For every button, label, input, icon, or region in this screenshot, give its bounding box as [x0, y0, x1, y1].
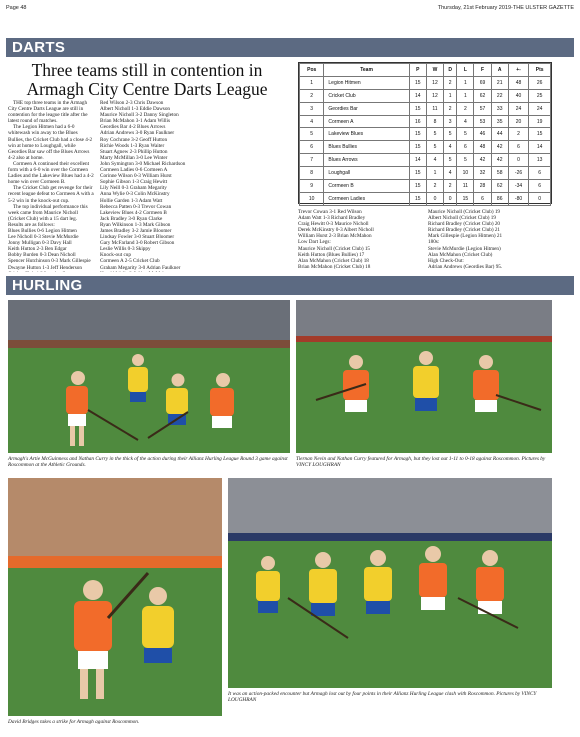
table-cell: 15 [529, 128, 551, 141]
table-cell: 3 [300, 102, 324, 115]
page-masthead [6, 3, 574, 13]
table-cell: 8 [426, 115, 443, 128]
table-cell: 21 [491, 76, 508, 89]
table-team-cell: Legion Hitmen [324, 76, 409, 89]
article-line: Cormeen A continued their excellent form with a 6-0 win over the Cormeen Ladies and the Lakeview Blues had a 4-2 home win over Cormeen B. [8, 160, 94, 186]
article-line: Rebecca Patten 0-3 Trevor Cowan [100, 203, 172, 210]
table-cell: 12 [426, 89, 443, 102]
article-line: Marty McMillan 3-0 Lee Winter [100, 154, 168, 161]
table-row [300, 167, 551, 180]
table-cell: 1 [444, 89, 457, 102]
article-line: Graham Megarity 3-0 Adrian Faulkner [100, 264, 181, 271]
photo-hurling-action-1 [8, 300, 290, 453]
article-line: Bobby Burden 0-3 Dean Nicholl [8, 252, 76, 259]
table-cell: 69 [474, 76, 491, 89]
table-cell: 11 [426, 102, 443, 115]
article-line: The Legion Hitmen had a 6-0 whitewash win away to the Blues Bullies, the Cricket Club had a close 4-2 win at home to Loughgall, while Geordies Bar saw off the Blues Arrows 4-2 also at home. [8, 124, 93, 161]
table-header-row [300, 64, 551, 77]
table-cell: 48 [508, 76, 529, 89]
table-cell: 5 [426, 141, 443, 154]
darts-headline: Three teams still in contention in Armagh City Centre Darts League [26, 60, 268, 99]
table-cell: 5 [457, 128, 474, 141]
table-row [300, 76, 551, 89]
darts-section-label: DARTS [12, 39, 66, 56]
photo-hurling-action-2-image [296, 300, 552, 453]
table-cell: 13 [529, 154, 551, 167]
caption-photo-3: David Bridges takes a strike for Armagh against Roscommon. [8, 719, 140, 725]
table-team-cell: Blues Bullies [324, 141, 409, 154]
article-line: Derek McKinstry 0-3 Albert Nicholl [298, 227, 374, 234]
table-row [300, 154, 551, 167]
article-line: Richard Bradley (Cricket Club) 20 [428, 221, 501, 228]
table-cell: 2 [444, 180, 457, 193]
article-line: Low Dart Legs: [298, 239, 331, 246]
table-team-cell: Cormeen A [324, 115, 409, 128]
table-row [300, 141, 551, 154]
table-cell: 1 [457, 76, 474, 89]
article-line: Red Wilson 2-3 Chris Dawson [100, 100, 164, 106]
table-row [300, 89, 551, 102]
table-cell: 0 [508, 154, 529, 167]
table-header-cell: D [444, 64, 457, 77]
table-cell: 5 [444, 128, 457, 141]
table-cell: 10 [457, 167, 474, 180]
article-line: Jack Bradley 3-0 Ryan Clarke [100, 215, 163, 222]
table-cell: 12 [426, 76, 443, 89]
table-team-cell: Blues Arrows [324, 154, 409, 167]
table-cell: 2 [457, 102, 474, 115]
table-cell: 44 [491, 128, 508, 141]
table-cell: 14 [529, 141, 551, 154]
table-cell: 86 [491, 192, 508, 205]
table-cell: 2 [444, 76, 457, 89]
table-cell: 32 [474, 167, 491, 180]
darts-column-3 [298, 209, 418, 273]
article-line: Stuart Agnew 2-3 Phillip Hutton [100, 148, 168, 155]
table-team-cell: Geordies Bar [324, 102, 409, 115]
hurling-section-bar [6, 276, 574, 295]
article-line: Alan McMahon (Cricket Club) 18 [298, 257, 369, 264]
photo-hurling-strike-image [8, 478, 222, 716]
table-cell: 15 [409, 180, 426, 193]
article-line: Richie Woods 1-3 Ryan Waiter [100, 142, 165, 149]
table-cell: 15 [457, 192, 474, 205]
table-cell: 0 [529, 192, 551, 205]
article-line: Geordies Bar 4-2 Blues Arrows [100, 124, 166, 131]
table-cell: 1 [457, 89, 474, 102]
caption-photo-2: Tiernan Nevin and Nathan Curry featured for Armagh, but they lost out 1-11 to 0-18 against Roscommon. Pictures by VINCY LOUGHRAN [296, 456, 546, 469]
table-cell: 42 [474, 154, 491, 167]
table-team-cell: Cormeen B [324, 180, 409, 193]
table-cell: 6 [529, 180, 551, 193]
table-cell: 11 [457, 180, 474, 193]
article-line: Blues Bullies 0-6 Legion Hitmen [8, 227, 77, 234]
table-cell: 28 [474, 180, 491, 193]
table-cell: 62 [491, 180, 508, 193]
table-cell: 19 [529, 115, 551, 128]
league-table-grid [299, 63, 551, 206]
article-line: Alan McMahon (Cricket Club) [428, 251, 493, 258]
table-cell: 2 [426, 180, 443, 193]
table-cell: 33 [491, 102, 508, 115]
table-cell: 26 [529, 76, 551, 89]
table-row [300, 128, 551, 141]
darts-column-2 [100, 100, 194, 272]
photo-hurling-action-2 [296, 300, 552, 453]
photo-hurling-action-1-image [8, 300, 290, 453]
article-line: Jonny Mulligan 0-3 Davy Hall [8, 240, 72, 247]
table-team-cell: Lakeview Blues [324, 128, 409, 141]
table-cell: 2 [508, 128, 529, 141]
table-cell: 14 [409, 89, 426, 102]
article-line: Adam Watt 1-3 Richard Bradley [298, 215, 366, 222]
table-cell: 42 [491, 141, 508, 154]
article-line: Anna Wylie 0-3 Colin McKinstry [100, 191, 170, 198]
photo-hurling-strike [8, 478, 222, 716]
article-line: The Cricket Club get revenge for their recent league defeat to Cormeen A with a 5-2 win in the knock-out cup. [8, 185, 94, 204]
article-line: Sophie Gibson 1-3 Craig Hewitt [100, 179, 168, 186]
table-cell: 5 [444, 154, 457, 167]
table-cell: 9 [300, 180, 324, 193]
table-cell: 48 [474, 141, 491, 154]
article-line: Brian McMahon 3-1 Adam Willis [100, 118, 171, 125]
article-line: James Bradley 3-2 Jamie Bloomer [100, 227, 172, 234]
table-cell: 7 [300, 154, 324, 167]
table-cell: 4 [300, 115, 324, 128]
article-line [8, 271, 94, 272]
table-cell: -26 [508, 167, 529, 180]
issue-line: Thursday, 21st February 2019-THE ULSTER GAZETTE [437, 5, 574, 11]
table-header-cell: Pos [300, 64, 324, 77]
table-cell: 4 [444, 167, 457, 180]
table-cell: 24 [508, 102, 529, 115]
table-cell: 14 [409, 154, 426, 167]
article-line: Roy Cochrane 3-2 Geoff Hutton [100, 136, 168, 143]
table-cell: 62 [474, 89, 491, 102]
photo-hurling-encounter-image [228, 478, 552, 688]
table-team-cell: Cormeen Ladies [324, 192, 409, 205]
article-line: Craig Hewitt 0-3 Maurice Nicholl [298, 221, 369, 228]
table-cell: 6 [529, 167, 551, 180]
article-line: Albert Nicholl (Cricket Club) 19 [428, 215, 496, 222]
table-cell: 46 [474, 128, 491, 141]
table-cell: 10 [300, 192, 324, 205]
article-line: Knock-out cup [100, 252, 131, 259]
table-cell: 42 [491, 154, 508, 167]
table-cell: 58 [491, 167, 508, 180]
article-line: High Check-Out: [428, 257, 464, 264]
article-line: Results are as follows: [8, 221, 55, 228]
table-row [300, 115, 551, 128]
article-line: Maurice Nicholl (Cricket Club) 19 [428, 209, 501, 215]
table-cell: 0 [426, 192, 443, 205]
table-cell: 5 [457, 154, 474, 167]
table-team-cell: Loughgall [324, 167, 409, 180]
article-line: Trevor Cowan 3-1 Red Wilson [298, 209, 362, 215]
table-cell: 35 [491, 115, 508, 128]
table-header-cell: L [457, 64, 474, 77]
article-line: Maurice Nicholl (Cricket Club) 15 [298, 245, 371, 252]
photo-hurling-encounter [228, 478, 552, 688]
article-line: Lily Neill 0-3 Graham Megarity [100, 185, 167, 192]
table-cell: 20 [508, 115, 529, 128]
article-line: William Hurst 2-3 Brian McMahon [298, 233, 372, 240]
table-cell: 1 [426, 167, 443, 180]
table-cell: 25 [529, 89, 551, 102]
table-cell: 15 [409, 141, 426, 154]
table-cell: 15 [409, 76, 426, 89]
darts-section-bar [6, 38, 574, 57]
table-cell: 2 [300, 89, 324, 102]
table-cell: 0 [444, 192, 457, 205]
article-line: John Symington 3-0 Michael Richardson [100, 160, 186, 167]
table-body [300, 76, 551, 205]
table-cell: 2 [444, 102, 457, 115]
table-cell: 3 [444, 115, 457, 128]
table-cell: 6 [474, 192, 491, 205]
darts-column-4 [428, 209, 552, 273]
table-header-cell: +- [508, 64, 529, 77]
table-cell: 57 [474, 102, 491, 115]
table-header-cell: A [491, 64, 508, 77]
table-cell: 6 [457, 141, 474, 154]
table-cell: 40 [508, 89, 529, 102]
page-number: Page 48 [6, 5, 27, 11]
article-line: Maurice Nicholl 3-2 Danny Singleton [100, 112, 179, 119]
article-line: Adrian Andrews 3-0 Ryan Faulkner [100, 130, 175, 137]
article-line: Dwayne Hutton 1-3 Jeff Henderson [8, 264, 82, 271]
article-line: Adrian Andrews (Geordies Bar) 95. [428, 263, 503, 270]
article-line: Albert Nicholl 1-3 Eddie Dawson [100, 106, 171, 113]
table-header-cell: Team [324, 64, 409, 77]
table-header-cell: W [426, 64, 443, 77]
caption-photo-1: Armagh's Artie McGuinness and Nathan Curry in the thick of the action during their Allianz Hurling League Round 3 game against Roscommon at the Athletic Grounds. [8, 456, 288, 469]
table-row [300, 102, 551, 115]
table-row [300, 192, 551, 205]
table-cell: 53 [474, 115, 491, 128]
table-cell: 6 [300, 141, 324, 154]
table-cell: 4 [426, 154, 443, 167]
article-line: Gary McFarland 3-0 Robert Gibson [100, 240, 175, 247]
article-line: Spencer Hutchinson 0-3 Mark Gillespie [8, 258, 91, 265]
article-line: Leslie Willis 0-3 Skippy [100, 246, 151, 253]
table-cell: 15 [409, 128, 426, 141]
article-line: 180s: [428, 239, 440, 246]
caption-photo-4: It was an action-packed encounter but Armagh lost out by four points in their Allianz Hurling League clash with Roscommon. Pictures by VINCY LOUGHRAN [228, 691, 537, 704]
table-cell: 5 [426, 128, 443, 141]
table-cell: 22 [491, 89, 508, 102]
article-line [100, 271, 194, 272]
league-table [298, 62, 552, 204]
article-line: Richard Bradley (Cricket Club) 21 [428, 227, 501, 234]
table-cell: 15 [409, 192, 426, 205]
table-cell: -34 [508, 180, 529, 193]
article-line: Lee Nicholl 0-3 Stevie McMurdie [8, 234, 79, 241]
article-line: Lakeview Blues 4-2 Cormeen B [100, 209, 167, 216]
table-header-cell: F [474, 64, 491, 77]
article-line: Brian McMahon (Cricket Club) 18 [298, 263, 371, 270]
table-header-cell: Pts [529, 64, 551, 77]
article-line: Lindsay Fowler 3-0 Stuart Bloomer [100, 234, 175, 241]
table-cell: 24 [529, 102, 551, 115]
article-line: Stevie McMurdie (Legion Hitmen) [428, 245, 501, 252]
article-line: Keith Hutton (Blues Bullies) 17 [298, 251, 365, 258]
article-line: Keith Hutton 2-3 Ben Edgar [8, 246, 67, 253]
article-line: Ryan Wilkinson 1-3 Mark Gibson [100, 221, 171, 228]
table-cell: 15 [409, 167, 426, 180]
table-header-cell: P [409, 64, 426, 77]
hurling-section-label: HURLING [12, 277, 83, 294]
article-line: Corinne Wilson 0-3 William Hurst [100, 173, 172, 180]
table-cell: 1 [300, 76, 324, 89]
table-team-cell: Cricket Club [324, 89, 409, 102]
darts-column-1 [8, 100, 94, 272]
table-row [300, 180, 551, 193]
article-line: Cormeen A 2-5 Cricket Club [100, 258, 160, 265]
article-line: The top individual performance this week came from Maurice Nicholl (Cricket Club) with a 15 dart leg. [8, 203, 88, 222]
table-cell: 6 [508, 141, 529, 154]
table-cell: 4 [444, 141, 457, 154]
article-line: Hollie Garden 1-3 Adam Watt [100, 197, 163, 204]
table-cell: 4 [457, 115, 474, 128]
article-line: Mark Gillespie (Legion Hitmen) 21 [428, 233, 503, 240]
table-cell: 8 [300, 167, 324, 180]
table-cell: -80 [508, 192, 529, 205]
article-line: THE top three teams in the Armagh City Centre Darts League are still in contention for the league title after the latest round of matches. [8, 100, 88, 125]
table-cell: 5 [300, 128, 324, 141]
table-cell: 16 [409, 115, 426, 128]
table-cell: 15 [409, 102, 426, 115]
article-line: Cormeen Ladies 0-6 Cormeen A [100, 167, 168, 174]
